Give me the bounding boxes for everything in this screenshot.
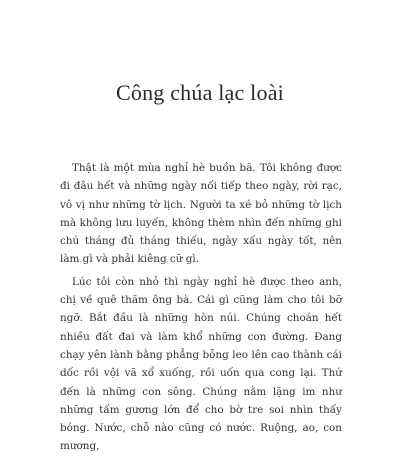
paragraph-1: Thật là một mùa nghỉ hè buồn bã. Tôi không được đi đâu hết và những ngày nối tiếp theo ngày, rời rạc, vô vị như những tờ lịch. Người ta xé bỏ những tờ lịch mà không lưu luyến, không thèm nhìn đến những ghi chú tháng đủ tháng thiếu, ngày xấu ngày tốt, nên làm gì và phải kiêng cữ gì. — [60, 162, 342, 266]
chapter-title: Công chúa lạc loài — [116, 80, 284, 105]
body-text — [60, 159, 342, 460]
paragraph-2: Lúc tôi còn nhỏ thì ngày nghỉ hè được theo anh, chị về quê thăm ông bà. Cái gì cũng làm cho tôi bỡ ngỡ. Bắt đầu là những hòn núi. Chúng choán hết nhiều đất đai và làm khổ những con đường. Đang chạy yên lành bằng phẳng bỗng leo lên cao thành cái dốc rồi vội vã xổ xuống, rồi uốn qua cong lại. Thứ đến là những con sông. Chúng nằm lặng im như những tấm gương lớn để cho bờ tre soi nhìn thấy bóng. Nước, chỗ nào cũng có nước. Ruộng, ao, con mương, — [60, 275, 342, 453]
